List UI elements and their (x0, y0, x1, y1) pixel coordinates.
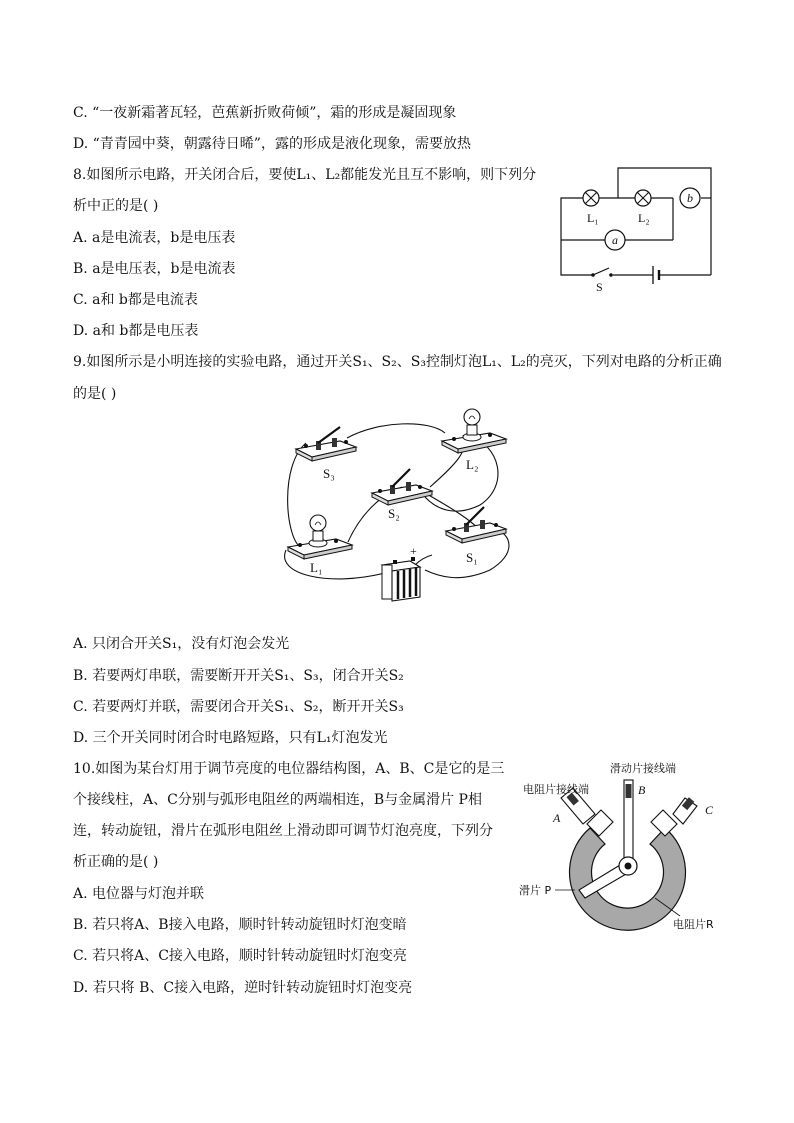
q9-option-a: A. 只闭合开关S₁，没有灯泡会发光 (73, 636, 290, 652)
q10-label-slider-terminal: 滑动片接线端 (610, 762, 676, 775)
q10-option-b: B. 若只将A、B接入电路，顺时针转动旋钮时灯泡变暗 (73, 917, 407, 933)
q10-label-resistor: 电阻片R (673, 918, 714, 931)
q7-option-d: D. “青青园中葵，朝露待日晞”，露的形成是液化现象，需要放热 (73, 136, 471, 152)
q9-option-c: C. 若要两灯并联，需要闭合开关S₁、S₂，断开开关S₃ (73, 699, 404, 715)
q10-stem-line-3: 连，转动旋钮，滑片在弧形电阻丝上滑动即可调节灯泡亮度，下列分 (73, 823, 493, 839)
q8-label-switch: S (596, 280, 603, 294)
q9-label-s3: S₃ (323, 466, 335, 481)
q10-option-a: A. 电位器与灯泡并联 (73, 886, 205, 902)
q9-stem-line-1: 9.如图所示是小明连接的实验电路，通过开关S₁、S₂、S₃控制灯泡L₁、L₂的亮灭，下列对电路的分析正确 (73, 354, 722, 370)
q9-bulb-l2-icon (442, 409, 506, 453)
q8-circuit-diagram (553, 160, 723, 295)
q8-label-l1: L₁ (587, 211, 599, 225)
q8-meter-a-label: a (612, 233, 618, 247)
q9-physical-circuit (270, 405, 535, 605)
q10-potentiometer-diagram (515, 758, 735, 933)
q9-label-s2: S₂ (388, 506, 400, 521)
q10-label-a: A (553, 811, 561, 825)
q10-label-b: B (638, 783, 646, 797)
q10-stem-line-2: 个接线柱，A、C分别与弧形电阻丝的两端相连，B与金属滑片 P相 (73, 792, 482, 808)
q7-option-c: C. “一夜新霜著瓦轻，芭蕉新折败荷倾”，霜的形成是凝固现象 (73, 105, 457, 121)
q9-label-l2: L₂ (466, 457, 479, 472)
q9-label-s1: S₁ (466, 550, 478, 565)
q10-stem-line-1: 10.如图为某台灯用于调节亮度的电位器结构图，A、B、C是它的是三 (73, 761, 505, 777)
q10-option-c: C. 若只将A、C接入电路，顺时针转动旋钮时灯泡变亮 (73, 948, 407, 964)
q9-switch-s2-icon (372, 469, 432, 505)
q8-lamp-l2-icon (635, 190, 651, 206)
q8-lamp-l1-icon (583, 190, 599, 206)
q8-meter-b-label: b (687, 191, 693, 205)
q8-stem-line-1: 8.如图所示电路，开关闭合后，要使L₁、L₂都能发光且互不影响，则下列分 (73, 167, 537, 183)
q10-option-d: D. 若只将 B、C接入电路，逆时针转动旋钮时灯泡变亮 (73, 980, 413, 996)
q9-switch-s1-icon (446, 507, 506, 543)
q9-label-plus: + (410, 544, 417, 558)
q10-label-slider: 滑片 P (519, 884, 552, 897)
q9-bulb-l1-icon (288, 515, 352, 559)
q10-terminal-c-icon (651, 797, 697, 836)
q8-stem-line-2: 析中正的是( ) (73, 198, 159, 214)
q8-option-c: C. a和 b都是电流表 (73, 292, 198, 308)
q9-option-d: D. 三个开关同时闭合时电路短路，只有L₁灯泡发光 (73, 730, 388, 746)
q8-option-a: A. a是电流表，b是电压表 (73, 230, 236, 246)
q8-label-l2: L₂ (638, 211, 650, 225)
q9-label-l1: L₁ (310, 560, 323, 575)
q8-option-d: D. a和 b都是电压表 (73, 323, 199, 339)
q10-stem-line-4: 析正确的是( ) (73, 854, 159, 870)
q10-label-resistor-terminal: 电阻片接线端 (523, 783, 589, 796)
q10-terminal-b-icon (624, 780, 633, 862)
q8-option-b: B. a是电压表，b是电流表 (73, 261, 236, 277)
q10-label-c: C (705, 803, 714, 817)
q9-option-b: B. 若要两灯串联，需要断开开关S₁、S₃，闭合开关S₂ (73, 668, 404, 684)
q9-battery-icon (382, 557, 420, 601)
q9-stem-line-2: 的是( ) (73, 386, 117, 402)
